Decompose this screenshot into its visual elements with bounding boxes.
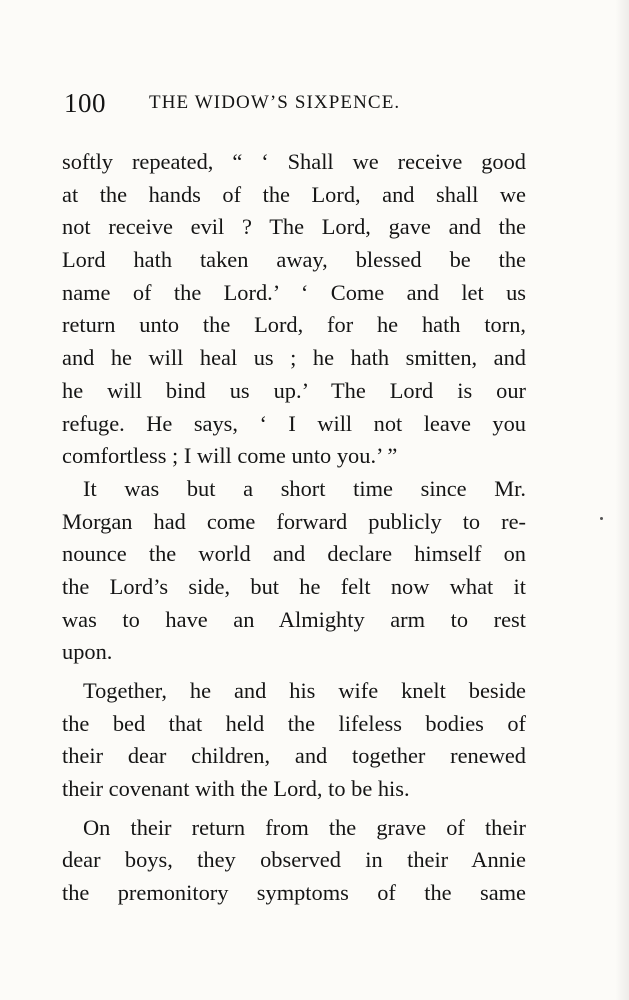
paragraph [62, 146, 526, 473]
ink-speck [600, 517, 603, 520]
text-line: was to have an Almighty arm to rest [62, 606, 526, 632]
text-line: On their return from the grave of their [83, 814, 526, 840]
page-header [64, 86, 544, 120]
text-line: softly repeated, “ ‘ Shall we receive good [62, 149, 526, 174]
text-line: upon. [62, 639, 113, 665]
text-line: Lord hath taken away, blessed be the [62, 247, 526, 273]
text-line: at the hands of the Lord, and shall we [62, 181, 526, 207]
running-title: THE WIDOW’S SIXPENCE. [149, 92, 401, 113]
text-line: nounce the world and declare himself on [62, 541, 526, 567]
text-line: the bed that held the lifeless bodies of [62, 710, 526, 736]
paragraph [62, 812, 526, 910]
text-line: not receive evil ? The Lord, gave and the [62, 214, 526, 240]
text-line: comfortless ; I will come unto you.’ ” [62, 443, 398, 469]
text-line: he will bind us up.’ The Lord is our [62, 377, 526, 403]
text-line: their covenant with the Lord, to be his. [62, 776, 410, 802]
body-text [62, 146, 526, 910]
text-line: It was but a short time since Mr. [83, 475, 526, 501]
text-line: dear boys, they observed in their Annie [62, 847, 526, 873]
paragraph [62, 675, 526, 806]
page-number: 100 [64, 88, 106, 118]
text-line: Together, he and his wife knelt beside [83, 678, 526, 703]
text-line: and he will heal us ; he hath smitten, and [62, 345, 526, 371]
page-edge-shadow [615, 0, 629, 1000]
text-line: their dear children, and together renewed [62, 743, 526, 769]
text-line: name of the Lord.’ ‘ Come and let us [62, 279, 526, 305]
text-line: return unto the Lord, for he hath torn, [62, 312, 526, 338]
text-line: refuge. He says, ‘ I will not leave you [62, 410, 526, 436]
text-line: Morgan had come forward publicly to re- [62, 508, 526, 534]
text-line: the premonitory symptoms of the same [62, 880, 526, 906]
paragraph [62, 473, 526, 669]
text-line: the Lord’s side, but he felt now what it [62, 573, 526, 599]
